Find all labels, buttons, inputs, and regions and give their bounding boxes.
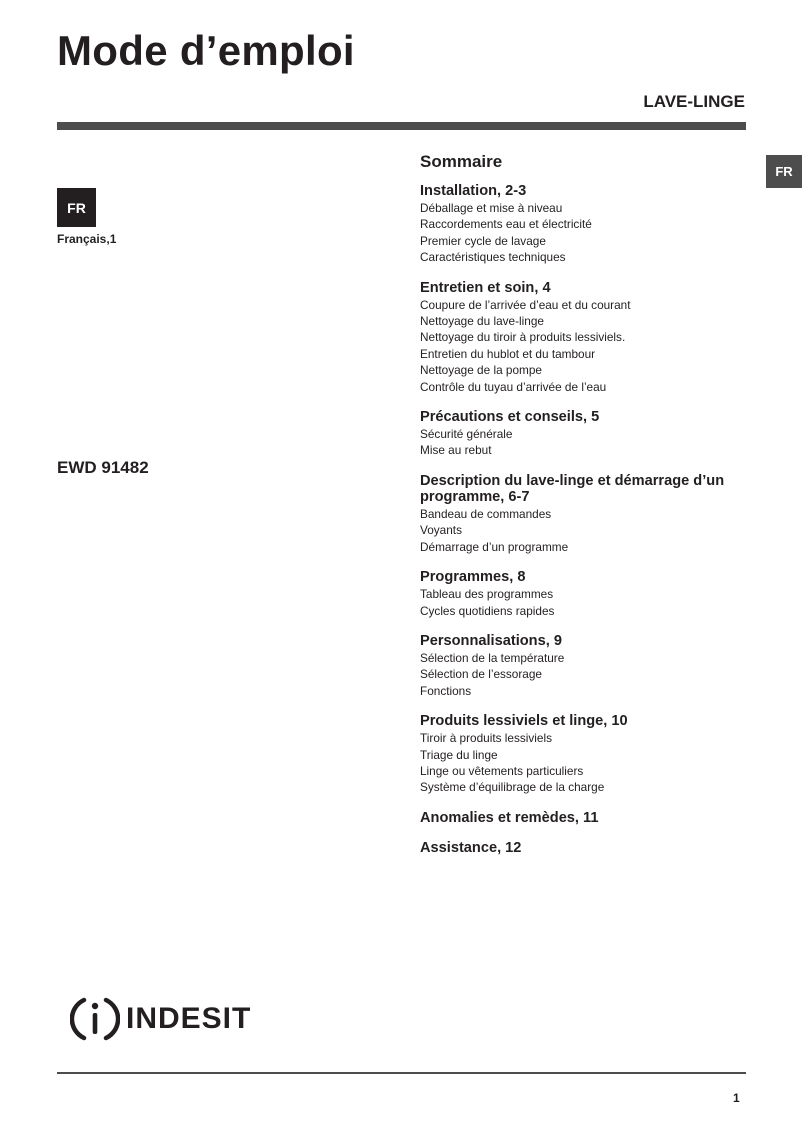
toc-item[interactable]: Nettoyage du lave-linge	[420, 314, 544, 329]
toc-section	[420, 473, 760, 555]
toc-section	[420, 713, 760, 796]
toc-heading[interactable]: Installation, 2-3	[420, 183, 527, 199]
toc-item[interactable]: Contrôle du tuyau d’arrivée de l’eau	[420, 379, 607, 394]
language-tab[interactable]: FR	[766, 155, 802, 188]
toc-heading[interactable]: Description du lave-linge et démarrage d’un programme, 6-7	[420, 472, 725, 505]
toc-heading[interactable]: Personnalisations, 9	[420, 632, 562, 649]
toc-item[interactable]: Cycles quotidiens rapides	[420, 603, 555, 618]
header-divider	[57, 122, 746, 130]
toc-item[interactable]: Entretien du hublot et du tambour	[420, 346, 596, 361]
toc-section	[420, 633, 760, 699]
table-of-contents	[420, 151, 760, 870]
toc-item[interactable]: Sélection de la température	[420, 650, 565, 665]
toc-section	[420, 409, 760, 459]
toc-heading[interactable]: Assistance, 12	[420, 839, 522, 856]
toc-heading[interactable]: Précautions et conseils, 5	[420, 409, 600, 426]
toc-section	[420, 840, 760, 856]
toc-heading[interactable]: Anomalies et remèdes, 11	[420, 809, 599, 826]
toc-item[interactable]: Coupure de l’arrivée d’eau et du courant	[420, 297, 631, 312]
toc-item[interactable]: Nettoyage de la pompe	[420, 363, 542, 378]
toc-item[interactable]: Bandeau de commandes	[420, 506, 552, 521]
brand-name: INDESIT	[126, 1002, 252, 1035]
toc-item[interactable]: Triage du linge	[420, 747, 498, 762]
toc-item[interactable]: Fonctions	[420, 683, 472, 698]
footer-divider	[57, 1072, 746, 1074]
toc-item[interactable]: Sécurité générale	[420, 427, 513, 442]
toc-section	[420, 183, 760, 266]
toc-section	[420, 810, 760, 826]
model-number: EWD 91482	[57, 458, 149, 477]
product-category: LAVE-LINGE	[643, 92, 745, 111]
indesit-logo-icon	[70, 996, 120, 1042]
toc-item[interactable]: Premier cycle de lavage	[420, 233, 546, 248]
toc-heading[interactable]: Programmes, 8	[420, 569, 526, 586]
toc-item[interactable]: Linge ou vêtements particuliers	[420, 763, 584, 778]
toc-section	[420, 280, 760, 395]
page-number: 1	[733, 1091, 740, 1105]
toc-section	[420, 569, 760, 619]
toc-item[interactable]: Tableau des programmes	[420, 587, 554, 602]
document-title: Mode d’emploi	[57, 27, 355, 74]
toc-item[interactable]: Caractéristiques techniques	[420, 250, 566, 265]
language-badge: FR	[57, 188, 96, 227]
toc-heading[interactable]: Produits lessiviels et linge, 10	[420, 713, 628, 730]
toc-title: Sommaire	[420, 152, 503, 171]
toc-item[interactable]: Tiroir à produits lessiviels	[420, 731, 552, 746]
toc-item[interactable]: Démarrage d’un programme	[420, 539, 569, 554]
toc-item[interactable]: Nettoyage du tiroir à produits lessiviels.	[420, 330, 626, 345]
toc-item[interactable]: Mise au rebut	[420, 443, 492, 458]
language-link[interactable]: Français,1	[57, 232, 117, 246]
toc-item[interactable]: Voyants	[420, 523, 462, 538]
toc-item[interactable]: Sélection de l’essorage	[420, 667, 542, 682]
brand-logo	[70, 996, 251, 1042]
toc-heading[interactable]: Entretien et soin, 4	[420, 279, 551, 296]
toc-item[interactable]: Raccordements eau et électricité	[420, 217, 592, 232]
toc-item[interactable]: Déballage et mise à niveau	[420, 201, 563, 215]
toc-item[interactable]: Système d’équilibrage de la charge	[420, 780, 605, 795]
